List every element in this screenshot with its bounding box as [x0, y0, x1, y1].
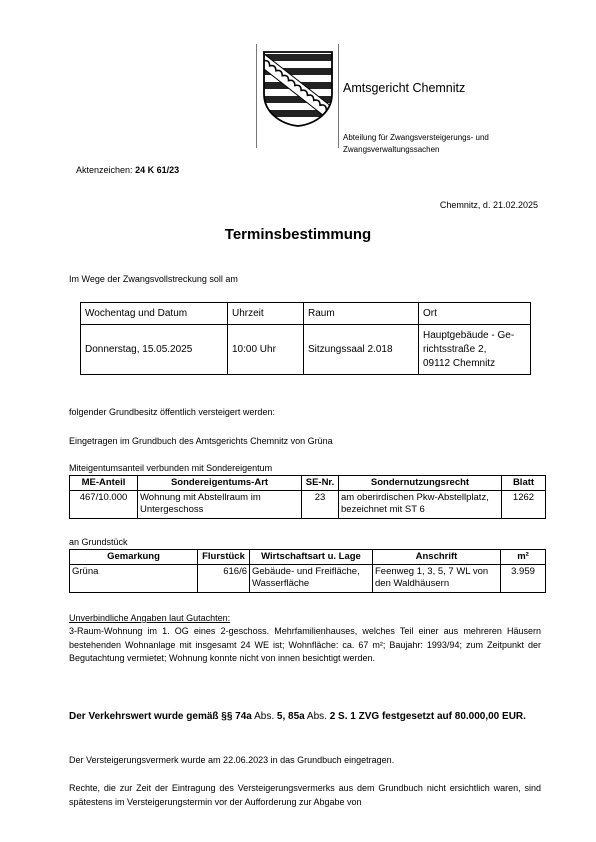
term-time: 10:00 Uhr [228, 325, 304, 375]
term-table-header-row [81, 303, 531, 325]
co-header-type: Sondereigentums-Art [138, 476, 302, 491]
land-caption: an Grundstück [69, 537, 128, 547]
land-address: Feenweg 1, 3, 5, 7 WL von den Waldhäusern [373, 565, 501, 593]
co-header-share: ME-Anteil [70, 476, 138, 491]
land-district: Grüna [70, 565, 198, 593]
market-value-part-4: Abs. [304, 711, 330, 722]
co-ownership-table [69, 475, 546, 519]
co-header-usage: Sondernutzungsrecht [339, 476, 502, 491]
market-value-statement [69, 710, 541, 724]
land-header-district: Gemarkung [70, 550, 198, 565]
file-reference [76, 164, 179, 176]
term-date: Donnerstag, 15.05.2025 [81, 325, 228, 375]
land-header-address: Anschrift [373, 550, 501, 565]
letterhead-divider-left [256, 44, 257, 148]
co-header-sheet: Blatt [502, 476, 546, 491]
term-room: Sitzungssaal 2.018 [304, 325, 419, 375]
rights-note: Rechte, die zur Zeit der Eintragung des Versteigerungsvermerks aus dem Grundbuch nicht ersichtlich waren, sind spätestens im Versteigerungstermin vor der Aufforderung zur Abgabe von [69, 783, 541, 807]
land-area: 3.959 [501, 565, 546, 593]
co-header-se-nr: SE-Nr. [302, 476, 339, 491]
appraisal-text: 3-Raum-Wohnung im 1. OG eines 2-geschoss. Mehrfamilienhauses, welches Teil einer aus mehreren Häusern bestehenden Wohnanlage mit insgesamt 24 WE ist; Wohnfläche: ca. 67 m²; Baujahr: 1993/94; zum Zeitpunkt der Begutachtung vermietet; Wohnung konnte nicht von innen besichtigt werden. [69, 626, 541, 663]
land-header-area: m² [501, 550, 546, 565]
market-value-part-3: 5, 85a [276, 711, 305, 722]
co-sheet: 1262 [502, 491, 546, 519]
co-share: 467/10.000 [70, 491, 138, 519]
term-table-row [81, 325, 531, 375]
land-table-row [70, 565, 546, 593]
land-table-header-row [70, 550, 546, 565]
land-parcel-table [69, 549, 546, 593]
auction-term-table [80, 302, 531, 375]
term-place [419, 325, 531, 375]
co-ownership-caption: Miteigentumsanteil verbunden mit Sondereigentum [69, 463, 273, 473]
court-name: Amtsgericht Chemnitz [343, 81, 466, 95]
appraisal-heading: Unverbindliche Angaben laut Gutachten: [69, 613, 231, 623]
registration-note: Der Versteigerungsvermerk wurde am 22.06.2023 in das Grundbuch eingetragen. [69, 755, 395, 765]
term-place-line-1: Hauptgebäude - Ge- [423, 329, 515, 341]
land-registry-text: Eingetragen im Grundbuch des Amtsgerichts Chemnitz von Grüna [69, 436, 333, 446]
term-header-date: Wochentag und Datum [81, 303, 228, 325]
file-reference-label: Aktenzeichen: [76, 165, 133, 175]
co-table-row [70, 491, 546, 519]
letterhead-divider-right [338, 44, 339, 148]
term-place-line-2: richtsstraße 2, [423, 343, 487, 355]
term-header-room: Raum [304, 303, 419, 325]
co-table-header-row [70, 476, 546, 491]
term-header-time: Uhrzeit [228, 303, 304, 325]
file-reference-value: 24 K 61/23 [135, 165, 180, 175]
land-header-parcel: Flurstück [198, 550, 250, 565]
market-value-part-5: 2 S. 1 ZVG festgesetzt auf 80.000,00 EUR. [329, 711, 526, 722]
co-type: Wohnung mit Abstellraum im Untergeschoss [138, 491, 302, 519]
market-value-part-2: Abs. [251, 711, 277, 722]
term-header-place: Ort [419, 303, 531, 325]
place-and-date: Chemnitz, d. 21.02.2025 [439, 200, 538, 210]
co-se-nr: 23 [302, 491, 339, 519]
department-line-1: Abteilung für Zwangsversteigerungs- und [343, 133, 489, 142]
after-table-text: folgender Grundbesitz öffentlich versteigert werden: [69, 407, 275, 417]
intro-text: Im Wege der Zwangsvollstreckung soll am [69, 274, 238, 284]
saxony-coat-of-arms-icon [260, 48, 336, 128]
market-value-part-1: Der Verkehrswert wurde gemäß §§ 74a [69, 711, 252, 722]
term-place-line-3: 09112 Chemnitz [423, 357, 496, 369]
land-use: Gebäude- und Freifläche, Wasserfläche [250, 565, 373, 593]
land-parcel: 616/6 [198, 565, 250, 593]
co-usage: am oberirdischen Pkw-Abstellplatz, bezeichnet mit ST 6 [339, 491, 502, 519]
document-title: Terminsbestimmung [224, 226, 372, 243]
land-header-use: Wirtschaftsart u. Lage [250, 550, 373, 565]
department-line-2: Zwangsverwaltungssachen [343, 145, 440, 154]
